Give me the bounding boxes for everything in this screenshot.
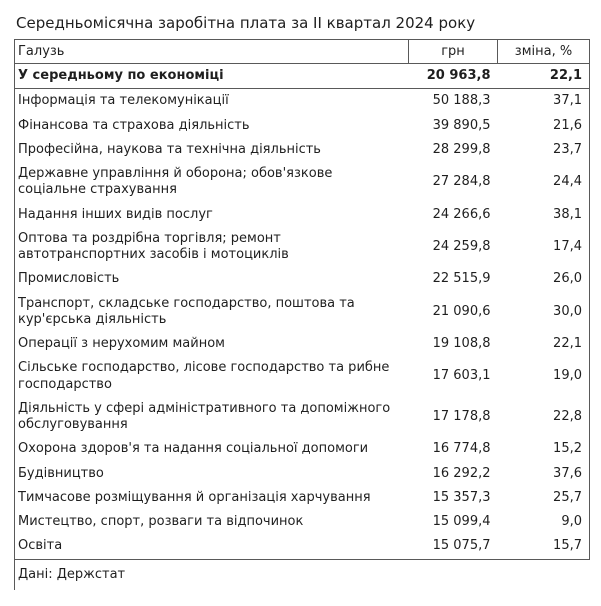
industry-cell: Державне управління й оборона; обов'язкове соціальне страхування xyxy=(18,166,333,198)
salary-cell: 17 178,8 xyxy=(432,408,491,424)
salary-cell: 50 188,3 xyxy=(432,93,491,109)
change-cell: 17,4 xyxy=(553,238,582,254)
table-header-row xyxy=(15,40,590,64)
salary-cell: 24 266,6 xyxy=(432,206,491,222)
industry-cell: Інформація та телекомунікації xyxy=(18,93,229,109)
salary-cell: 15 075,7 xyxy=(432,538,491,554)
salary-cell: 24 259,8 xyxy=(432,238,491,254)
table-row xyxy=(15,267,590,291)
salary-table xyxy=(14,39,590,560)
salary-cell: 16 774,8 xyxy=(432,441,491,457)
table-header-industry: Галузь xyxy=(15,40,409,64)
salary-cell: 15 099,4 xyxy=(432,514,491,529)
salary-cell: 17 603,1 xyxy=(432,368,491,384)
change-cell: 15,2 xyxy=(553,441,582,457)
table-row xyxy=(15,89,590,114)
salary-cell: 16 292,2 xyxy=(432,465,491,481)
table-row xyxy=(15,510,590,534)
salary-cell: 19 108,8 xyxy=(432,336,491,351)
table-row xyxy=(15,437,590,461)
industry-cell: Сільське господарство, лісове господарство та рибне господарство xyxy=(18,360,390,392)
table-row xyxy=(15,114,590,138)
industry-cell: Професійна, наукова та технічна діяльність xyxy=(18,141,321,157)
salary-cell: 15 357,3 xyxy=(432,489,491,505)
change-cell: 9,0 xyxy=(561,514,582,529)
change-cell: 22,8 xyxy=(553,408,582,424)
change-cell: 26,0 xyxy=(553,271,582,287)
change-cell: 24,4 xyxy=(553,174,582,190)
table-header-salary: грн xyxy=(409,40,498,64)
salary-cell: 22 515,9 xyxy=(432,271,491,287)
table-row xyxy=(15,162,590,203)
table-row xyxy=(15,332,590,356)
table-row xyxy=(15,292,590,333)
table-row xyxy=(15,138,590,162)
table-row xyxy=(15,227,590,268)
industry-cell: Промисловість xyxy=(18,271,120,287)
change-cell: 21,6 xyxy=(553,117,582,133)
table-row xyxy=(15,534,590,559)
table-row xyxy=(15,486,590,510)
industry-cell: Фінансова та страхова діяльність xyxy=(18,117,250,133)
table-header-change: зміна, % xyxy=(498,40,590,64)
industry-cell: Надання інших видів послуг xyxy=(18,206,213,222)
industry-cell: Будівництво xyxy=(18,465,104,481)
table-row xyxy=(15,203,590,227)
table-row xyxy=(15,64,590,89)
table-row xyxy=(15,462,590,486)
salary-cell: 20 963,8 xyxy=(409,64,498,89)
change-cell: 30,0 xyxy=(553,303,582,319)
industry-cell: Мистецтво, спорт, розваги та відпочинок xyxy=(18,514,304,529)
salary-cell: 39 890,5 xyxy=(432,117,491,133)
industry-cell: Охорона здоров'я та надання соціальної допомоги xyxy=(18,441,369,457)
source-note: Дані: Держстат xyxy=(14,560,589,590)
industry-cell: У середньому по економіці xyxy=(15,64,409,89)
industry-cell: Освіта xyxy=(18,538,63,554)
change-cell: 37,1 xyxy=(553,93,582,109)
industry-cell: Оптова та роздрібна торгівля; ремонт автотранспортних засобів і мотоциклів xyxy=(18,230,289,262)
change-cell: 23,7 xyxy=(553,141,582,157)
change-cell: 22,1 xyxy=(553,336,582,351)
page-title: Середньомісячна заробітна плата за II квартал 2024 року xyxy=(16,14,476,32)
change-cell: 22,1 xyxy=(498,64,590,89)
industry-cell: Діяльність у сфері адміністративного та допоміжного обслуговування xyxy=(18,400,391,432)
change-cell: 25,7 xyxy=(553,489,582,505)
change-cell: 38,1 xyxy=(553,206,582,222)
table-row xyxy=(15,356,590,397)
change-cell: 37,6 xyxy=(553,465,582,481)
industry-cell: Тимчасове розміщування й організація харчування xyxy=(18,489,371,505)
salary-cell: 21 090,6 xyxy=(432,303,491,319)
change-cell: 19,0 xyxy=(553,368,582,384)
change-cell: 15,7 xyxy=(553,538,582,554)
salary-cell: 27 284,8 xyxy=(432,174,491,190)
salary-cell: 28 299,8 xyxy=(432,141,491,157)
table-row xyxy=(15,397,590,438)
industry-cell: Транспорт, складське господарство, поштова та кур'єрська діяльність xyxy=(18,295,355,327)
industry-cell: Операції з нерухомим майном xyxy=(18,336,225,351)
